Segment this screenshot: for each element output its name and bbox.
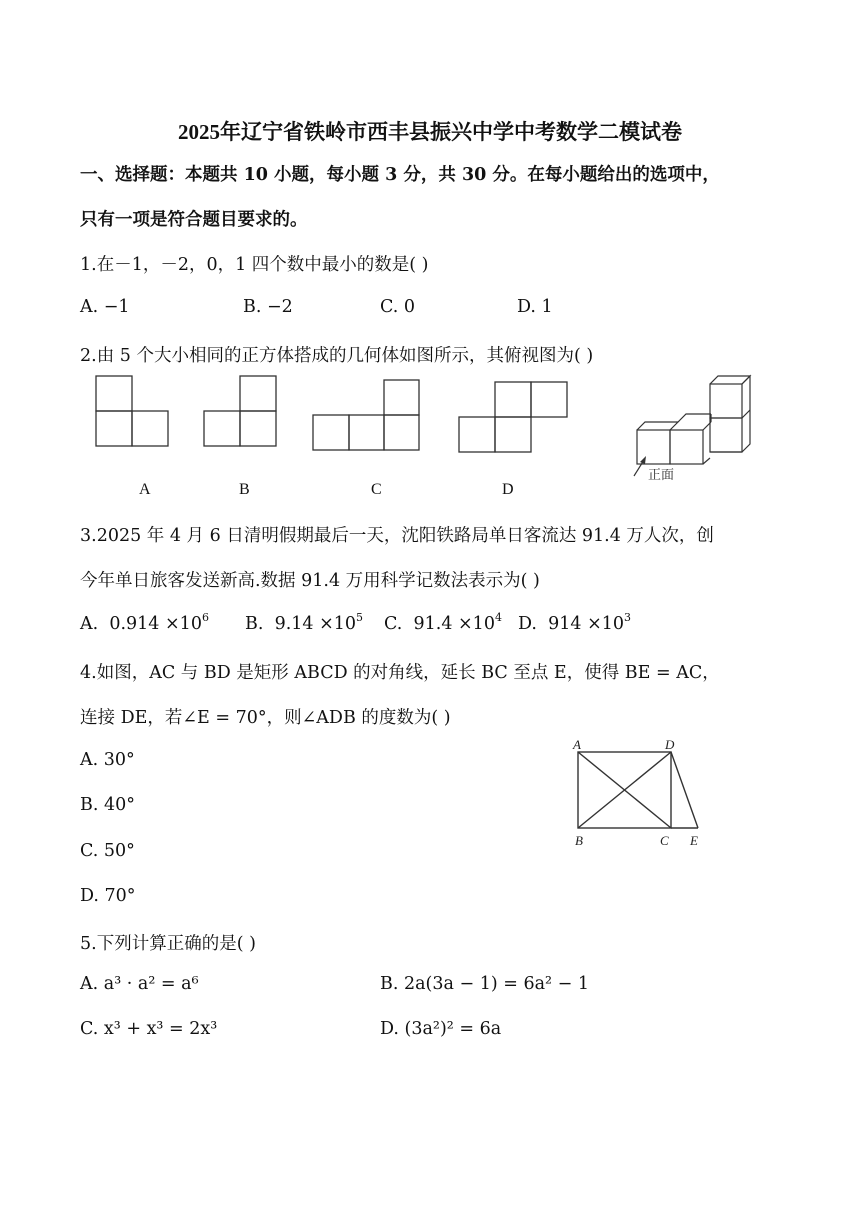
q2-option-c-figure xyxy=(313,380,419,450)
q3-option-a: A. $0.914 \times 10^6$ xyxy=(80,611,209,634)
section-heading-line1: 一、选择题：本题共 10 小题，每小题 3 分，共 30 分。在每小题给出的选项中， xyxy=(80,165,720,185)
q3-stem-line2: 今年单日旅客发送新高.数据 91.4 万用科学记数法表示为( ) xyxy=(80,571,540,591)
q5-option-b: B. 2a(3a − 1) = 6a² − 1 xyxy=(380,974,589,994)
point-a-label: A xyxy=(573,737,581,752)
q1-option-c: C. 0 xyxy=(380,297,416,317)
q4-stem-line2: 连接 DE，若∠E = 70°，则∠ADB 的度数为( ) xyxy=(80,708,451,728)
point-c-label: C xyxy=(660,833,669,848)
front-label: 正面 xyxy=(648,467,675,482)
q1-stem: 1.在－1，－2，0，1 四个数中最小的数是( ) xyxy=(80,255,429,275)
q1-option-b: B. −2 xyxy=(243,297,293,317)
q4-option-a: A. 30° xyxy=(80,750,135,770)
q5-option-a: A. a³ · a² = a⁶ xyxy=(80,974,199,994)
q3-option-d: D. $914 \times 10^3$ xyxy=(518,611,632,634)
q2-option-a-figure xyxy=(96,376,168,446)
point-d-label: D xyxy=(665,737,675,752)
q2-label-c: C xyxy=(371,481,382,498)
q4-stem-line1: 4.如图，AC 与 BD 是矩形 ABCD 的对角线，延长 BC 至点 E，使得 BE = AC， xyxy=(80,663,720,683)
q2-option-d-figure xyxy=(459,382,567,452)
section-heading-line2: 只有一项是符合题目要求的。 xyxy=(80,210,308,230)
q4-rectangle-figure xyxy=(0,735,860,855)
q5-stem: 5.下列计算正确的是( ) xyxy=(80,934,256,954)
q2-label-a: A xyxy=(139,481,151,498)
point-b-label: B xyxy=(575,833,583,848)
q2-label-b: B xyxy=(239,481,250,498)
q1-option-d: D. 1 xyxy=(517,297,553,317)
q5-option-d: D. (3a²)² = 6a xyxy=(380,1019,502,1039)
q1-option-a: A. −1 xyxy=(80,297,130,317)
q2-label-d: D xyxy=(502,481,514,498)
q4-option-c: C. 50° xyxy=(80,841,135,861)
q4-option-d: D. 70° xyxy=(80,886,136,906)
q2-option-b-figure xyxy=(204,376,276,446)
q2-stem: 2.由 5 个大小相同的正方体搭成的几何体如图所示，其俯视图为( ) xyxy=(80,346,594,366)
q2-solid-figure xyxy=(637,376,750,464)
q3-option-b: B. $9.14 \times 10^5$ xyxy=(245,611,364,634)
q3-option-c: C. $91.4 \times 10^4$ xyxy=(384,611,502,634)
q4-option-b: B. 40° xyxy=(80,795,136,815)
q2-figures xyxy=(0,370,860,510)
point-e-label: E xyxy=(690,833,698,848)
q3-stem-line1: 3.2025 年 4 月 6 日清明假期最后一天，沈阳铁路局单日客流达 91.4 万人次，创 xyxy=(80,526,714,546)
q5-option-c: C. x³ + x³ = 2x³ xyxy=(80,1019,218,1039)
page-title: 2025年辽宁省铁岭市西丰县振兴中学中考数学二模试卷 xyxy=(178,120,682,144)
